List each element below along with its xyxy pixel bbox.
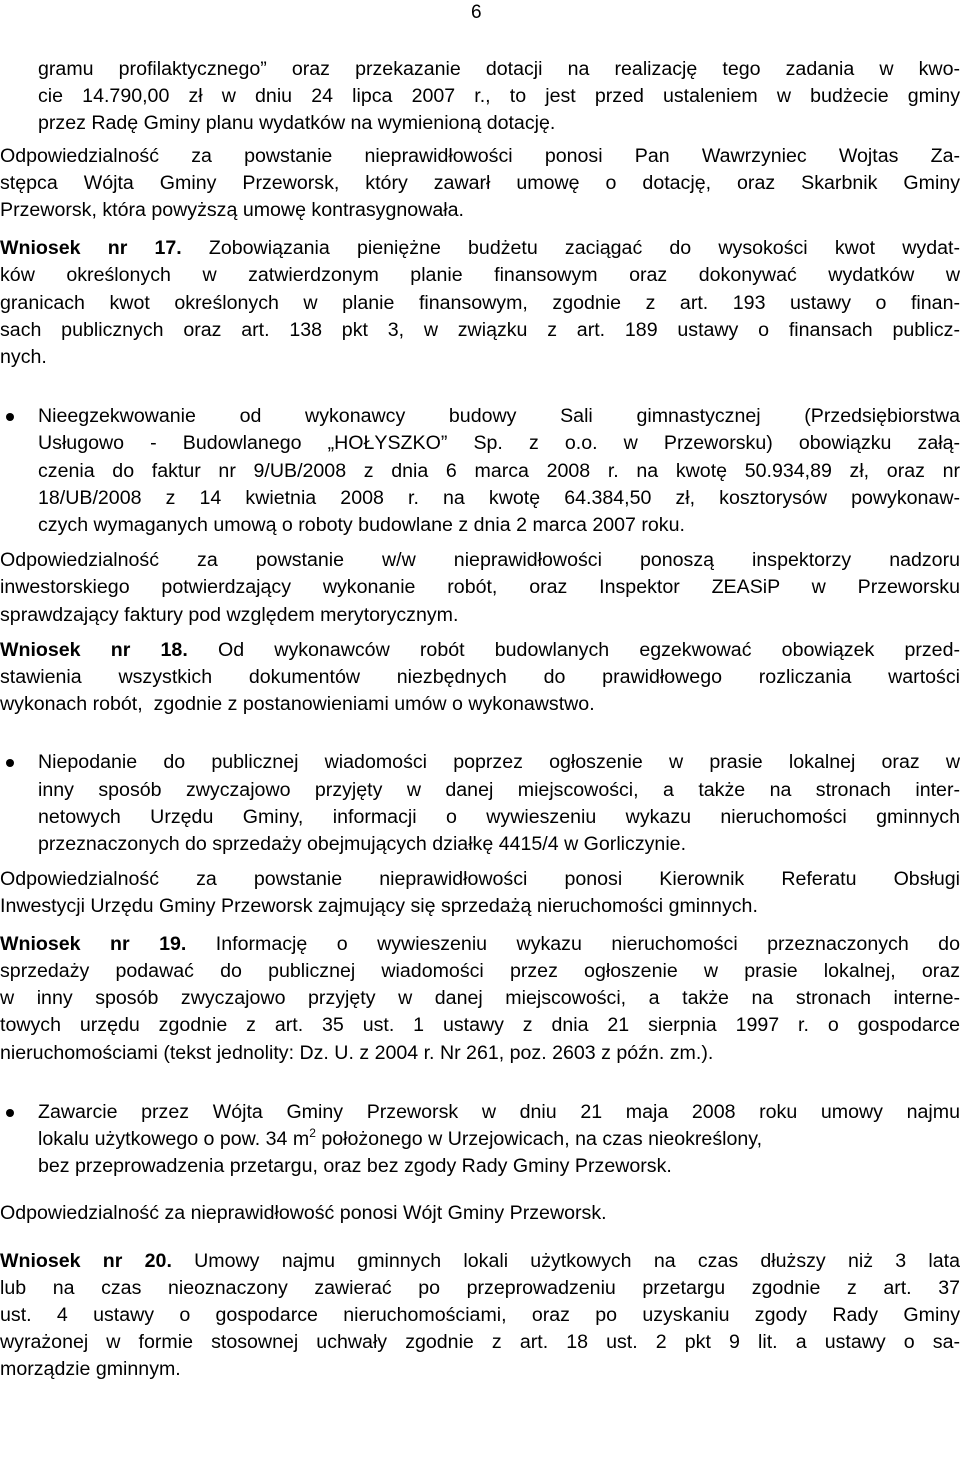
text-line: wyrażonej w formie stosownej uchwały zgodnie z art. 18 ust. 2 pkt 9 lit. a ustawy o sa- <box>0 1331 960 1354</box>
responsibility-paragraph <box>0 1200 960 1227</box>
bullet-icon <box>6 1109 14 1117</box>
text-line: Odpowiedzialność za powstanie nieprawidłowości ponosi Pan Wawrzyniec Wojtas Za- <box>0 144 960 167</box>
text-line: granicach kwot określonych w planie finansowym, zgodnie z art. 193 ustawy o finan- <box>0 291 960 314</box>
text-line: Odpowiedzialność za nieprawidłowość ponosi Wójt Gminy Przeworsk. <box>0 1202 607 1225</box>
recommendation-label: Wniosek nr 17. <box>0 237 182 260</box>
responsibility-paragraph <box>0 547 960 629</box>
recommendation-17 <box>0 235 960 371</box>
text-line: 18/UB/2008 z 14 kwietnia 2008 r. na kwotę 64.384,50 zł, kosztorysów powykonaw- <box>38 486 960 509</box>
recommendation-text: Zobowiązania pieniężne budżetu zaciągać do wysokości kwot wydat- <box>181 237 960 260</box>
text-line: przez Radę Gminy planu wydatków na wymienioną dotację. <box>38 112 556 135</box>
recommendation-first-line <box>0 637 960 664</box>
text-line: inwestorskiego potwierdzający wykonanie robót, oraz Inspektor ZEASiP w Przeworsku <box>0 576 960 599</box>
page-number: 6 <box>471 2 482 23</box>
text-line: nieruchomościami (tekst jednolity: Dz. U. z 2004 r. Nr 261, poz. 2603 z późn. zm.). <box>0 1041 714 1064</box>
text-line: stępca Wójta Gminy Przeworsk, który zawarł umowę o dotację, oraz Skarbnik Gminy <box>0 171 960 194</box>
recommendation-text: Informację o wywieszeniu wykazu nieruchomości przeznaczonych do <box>186 932 960 955</box>
text-line: Nieegzekwowanie od wykonawcy budowy Sali gimnastycznej (Przedsiębiorstwa <box>38 405 960 428</box>
text-line: lub na czas nieoznaczony zawierać po przeprowadzeniu przetargu zgodnie z art. 37 <box>0 1276 960 1299</box>
recommendation-label: Wniosek nr 20. <box>0 1249 172 1272</box>
text-line: towych urzędu zgodnie z art. 35 ust. 1 ustawy z dnia 21 sierpnia 1997 r. o gospodarce <box>0 1014 960 1037</box>
superscript: 2 <box>309 1125 316 1140</box>
text-line: Przeworsk, która powyższą umowę kontrasygnowała. <box>0 199 464 222</box>
recommendation-18 <box>0 637 960 719</box>
text-line: bez przeprowadzenia przetargu, oraz bez zgody Rady Gminy Przeworsk. <box>38 1155 672 1178</box>
text-line: cie 14.790,00 zł w dniu 24 lipca 2007 r., to jest przed ustaleniem w budżecie gminy <box>38 85 960 108</box>
recommendation-19 <box>0 931 960 1067</box>
text-line: czych wymaganych umową o roboty budowlane z dnia 2 marca 2007 roku. <box>38 514 685 537</box>
text-line <box>0 1126 960 1153</box>
recommendation-first-line <box>0 931 960 958</box>
text-line: Odpowiedzialność za powstanie w/w nieprawidłowości ponoszą inspektorzy nadzoru <box>0 549 960 572</box>
responsibility-paragraph <box>0 143 960 225</box>
finding-bullet-3 <box>0 1099 960 1181</box>
text-line: w inny sposób zwyczajowo przyjęty w danej miejscowości, a także na stronach interne- <box>0 987 960 1010</box>
text-line: sprawdzający faktury pod względem merytorycznym. <box>0 603 459 626</box>
text-fragment: położonego w Urzejowicach, na czas nieokreślony, <box>315 1127 763 1150</box>
paragraph-continuation <box>0 56 960 138</box>
text-line: Niepodanie do publicznej wiadomości poprzez ogłoszenie w prasie lokalnej oraz w <box>38 751 960 774</box>
responsibility-paragraph <box>0 866 960 920</box>
document-body <box>0 56 960 1384</box>
text-line: ków określonych w zatwierdzonym planie finansowym oraz dokonywać wydatków w <box>0 264 960 287</box>
text-line: inny sposób zwyczajowo przyjęty w danej miejscowości, a także na stronach inter- <box>38 778 960 801</box>
text-line: nych. <box>0 346 47 369</box>
text-line: netowych Urzędu Gminy, informacji o wywieszeniu wykazu nieruchomości gminnych <box>38 805 960 828</box>
text-line: sach publicznych oraz art. 138 pkt 3, w związku z art. 189 ustawy o finansach publicz- <box>0 318 960 341</box>
text-line: czenia do faktur nr 9/UB/2008 z dnia 6 marca 2008 r. na kwotę 50.934,89 zł, oraz nr <box>38 459 960 482</box>
recommendation-text: Umowy najmu gminnych lokali użytkowych na czas dłuższy niż 3 lata <box>171 1249 960 1272</box>
text-line: morządzie gminnym. <box>0 1358 181 1381</box>
recommendation-first-line <box>0 235 960 262</box>
text-fragment: lokalu użytkowego o pow. 34 m <box>38 1127 310 1150</box>
text-line: Odpowiedzialność za powstanie nieprawidłowości ponosi Kierownik Referatu Obsługi <box>0 868 960 891</box>
text-line: sprzedaży podawać do publicznej wiadomości przez ogłoszenie w prasie lokalnej, oraz <box>0 959 960 982</box>
recommendation-label: Wniosek nr 19. <box>0 932 187 955</box>
text-line: Zawarcie przez Wójta Gminy Przeworsk w dniu 21 maja 2008 roku umowy najmu <box>38 1100 960 1123</box>
recommendation-first-line <box>0 1248 960 1275</box>
text-line: Usługowo - Budowlanego „HOŁYSZKO” Sp. z o.o. w Przeworsku) obowiązku załą- <box>38 432 960 455</box>
recommendation-label: Wniosek nr 18. <box>0 638 188 661</box>
text-line: stawienia wszystkich dokumentów niezbędnych do prawidłowego rozliczania wartości <box>0 666 960 689</box>
text-line: gramu profilaktycznego” oraz przekazanie dotacji na realizację tego zadania w kwo- <box>38 58 960 80</box>
text-line: ust. 4 ustawy o gospodarce nieruchomościami, oraz po uzyskaniu zgody Rady Gminy <box>0 1303 960 1326</box>
text-line: Inwestycji Urzędu Gminy Przeworsk zajmujący się sprzedażą nieruchomości gminnych. <box>0 895 758 918</box>
finding-bullet-1 <box>0 403 960 539</box>
recommendation-text: Od wykonawców robót budowlanych egzekwować obowiązek przed- <box>187 638 960 661</box>
text-line: przeznaczonych do sprzedaży obejmujących działkę 4415/4 w Gorliczynie. <box>38 833 687 856</box>
finding-bullet-2 <box>0 749 960 858</box>
text-line: wykonach robót, zgodnie z postanowieniami umów o wykonawstwo. <box>0 693 595 716</box>
recommendation-20 <box>0 1248 960 1384</box>
